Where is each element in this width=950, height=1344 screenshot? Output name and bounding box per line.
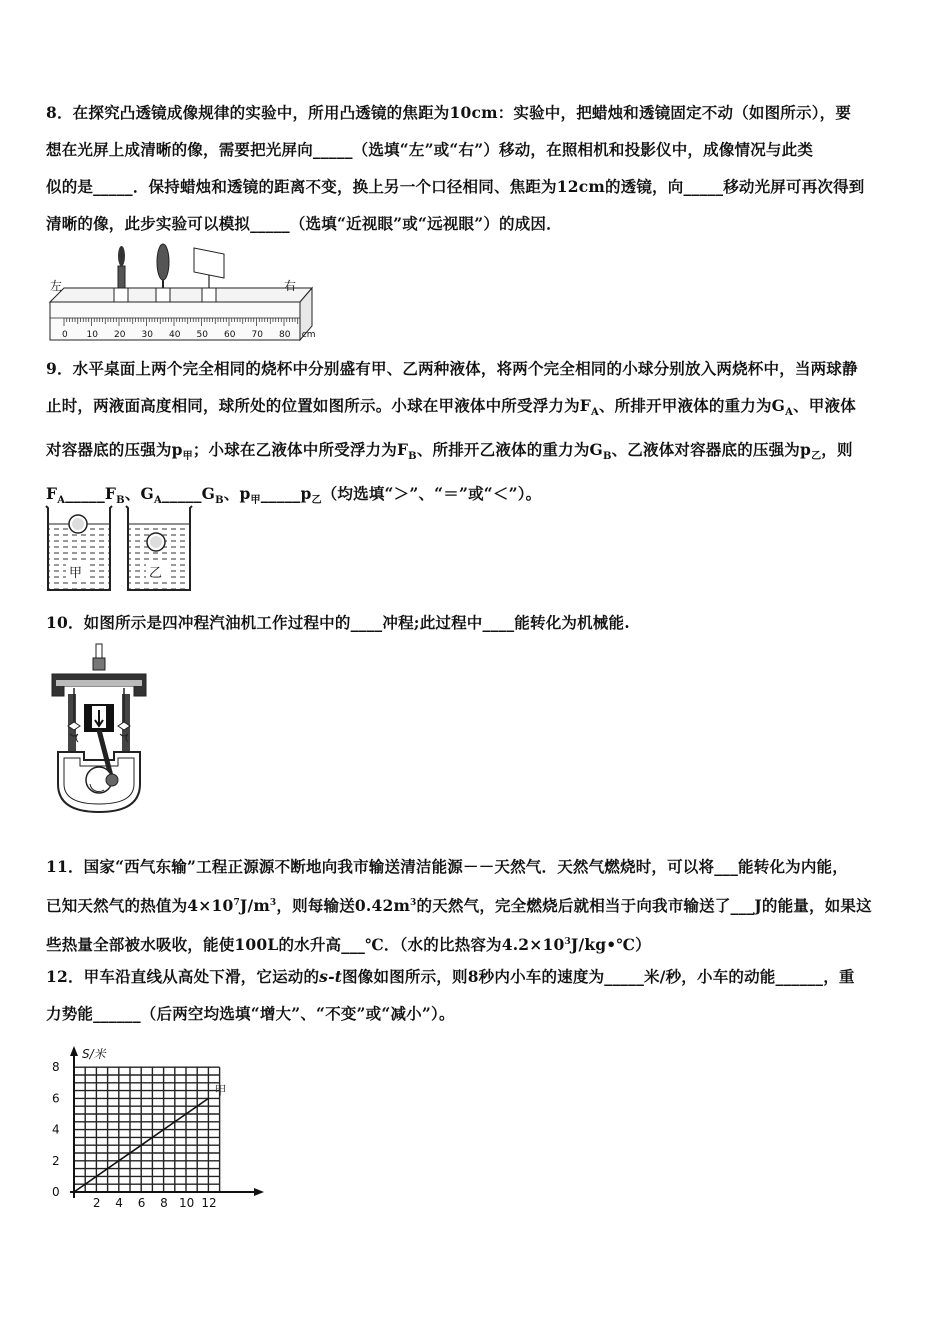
ruler-label: 30 bbox=[141, 330, 153, 340]
y-axis-label: S/米 bbox=[82, 1047, 106, 1061]
ruler-label: 10 bbox=[86, 330, 98, 340]
q11-line-1: 11．国家“西气东输”工程正源源不断地向我市输送清洁能源－－天然气．天然气燃烧时，可以将___能转化为内能， bbox=[46, 857, 848, 876]
optical-bench-figure bbox=[44, 244, 314, 344]
q8-line-3: 似的是_____．保持蜡烛和透镜的距离不变，换上另一个口径相同、焦距为12cm的透镜，向_____移动光屏可再次得到 bbox=[46, 177, 865, 196]
beaker-jia bbox=[46, 506, 112, 590]
q8-line-2: 想在光屏上成清晰的像，需要把光屏向_____（选填“左”或“右”）移动，在照相机和投影仪中，成像情况与此类 bbox=[46, 140, 814, 159]
q12-line-1: 12．甲车沿直线从高处下滑，它运动的s-t图像如图所示，则8秒内小车的速度为_____米/秒，小车的动能______，重 bbox=[46, 967, 855, 986]
q11-line-2: 已知天然气的热值为$4\times 10^7J/m^3$，则每输送$0.42m^3$的天然气，完全燃烧后就相当于向我市输送了___J的能量，如果这 bbox=[46, 896, 872, 916]
x-tick-label: 10 bbox=[179, 1196, 195, 1210]
ruler-label: 40 bbox=[169, 330, 181, 340]
x-tick-label: 2 bbox=[92, 1196, 101, 1210]
y-axis-arrow bbox=[70, 1046, 78, 1056]
q8-line-1: 8．在探究凸透镜成像规律的实验中，所用凸透镜的焦距为10cm：实验中，把蜡烛和透镜固定不动（如图所示），要 bbox=[46, 103, 852, 122]
x-tick-label: 8 bbox=[160, 1196, 168, 1210]
question-12 bbox=[46, 958, 908, 1032]
y-tick-label: 0 bbox=[52, 1185, 60, 1199]
ruler-label: 80 bbox=[279, 330, 291, 340]
q9-line-4: $F_A\_\_\_\_\_F_B$、$G_A\_\_\_\_\_G_B$、$p_甲\_\_\_\_\_p_乙$（均选填“＞”、“＝”或“＜”）。 bbox=[46, 484, 542, 507]
question-10 bbox=[46, 604, 908, 641]
x-tick-label: 12 bbox=[201, 1196, 217, 1210]
question-9 bbox=[46, 350, 908, 519]
y-tick-label: 8 bbox=[52, 1060, 60, 1075]
x-tick-label: 6 bbox=[137, 1196, 146, 1210]
question-8 bbox=[46, 94, 908, 242]
x-tick-label: 4 bbox=[115, 1196, 123, 1210]
beaker-jia-label: 甲 bbox=[69, 566, 83, 581]
ruler-label: 20 bbox=[114, 330, 126, 340]
chart-labels bbox=[52, 1047, 226, 1210]
q11-line-3: 些热量全部被水吸收，能使100L的水升高___℃．（水的比热容为$4.2\times 10^3J/kg•℃$） bbox=[46, 935, 651, 955]
convex-lens bbox=[156, 244, 170, 302]
candle bbox=[114, 246, 128, 302]
y-tick-label: 4 bbox=[52, 1122, 60, 1137]
y-tick-label: 6 bbox=[52, 1091, 60, 1106]
q8-line-4: 清晰的像，此步实验可以模拟_____（选填“近视眼”或“远视眼”）的成因． bbox=[46, 214, 562, 233]
y-tick-label: 2 bbox=[52, 1153, 60, 1168]
ruler-label: 70 bbox=[251, 330, 263, 340]
q12-line-2: 力势能______（后两空均选填“增大”、“不变”或“减小”）。 bbox=[46, 1004, 455, 1023]
ruler-label: 0 bbox=[62, 330, 68, 340]
series-label: 甲 bbox=[214, 1083, 227, 1098]
ruler-label: 50 bbox=[196, 330, 208, 340]
engine-figure bbox=[44, 644, 156, 816]
q10-line-1: 10．如图所示是四冲程汽油机工作过程中的____冲程;此过程中____能转化为机械能. bbox=[46, 613, 630, 632]
beaker-yi-label: 乙 bbox=[149, 566, 163, 581]
x-axis-arrow bbox=[254, 1188, 264, 1196]
bench-right-label: 右 bbox=[284, 279, 297, 293]
q9-line-3: 对容器底的压强为$p_甲$；小球在乙液体中所受浮力为$F_B$、所排开乙液体的重力为$G_B$、乙液体对容器底的压强为$p_乙$，则 bbox=[46, 440, 853, 463]
chart-grid bbox=[74, 1067, 220, 1192]
q9-line-1: 9．水平桌面上两个完全相同的烧杯中分别盛有甲、乙两种液体，将两个完全相同的小球分别放入两烧杯中，当两球静 bbox=[46, 359, 858, 378]
q9-line-2: 止时，两液面高度相同，球所处的位置如图所示。小球在甲液体中所受浮力为$F_A$、所排开甲液体的重力为$G_A$、甲液体 bbox=[46, 396, 856, 419]
ruler-label: cm bbox=[301, 330, 316, 340]
ruler-label: 60 bbox=[224, 330, 236, 340]
s-t-graph bbox=[44, 1044, 274, 1216]
beaker-yi bbox=[126, 506, 192, 590]
question-11 bbox=[46, 848, 908, 963]
beakers-figure bbox=[44, 502, 194, 594]
bench-left-label: 左 bbox=[50, 279, 63, 293]
